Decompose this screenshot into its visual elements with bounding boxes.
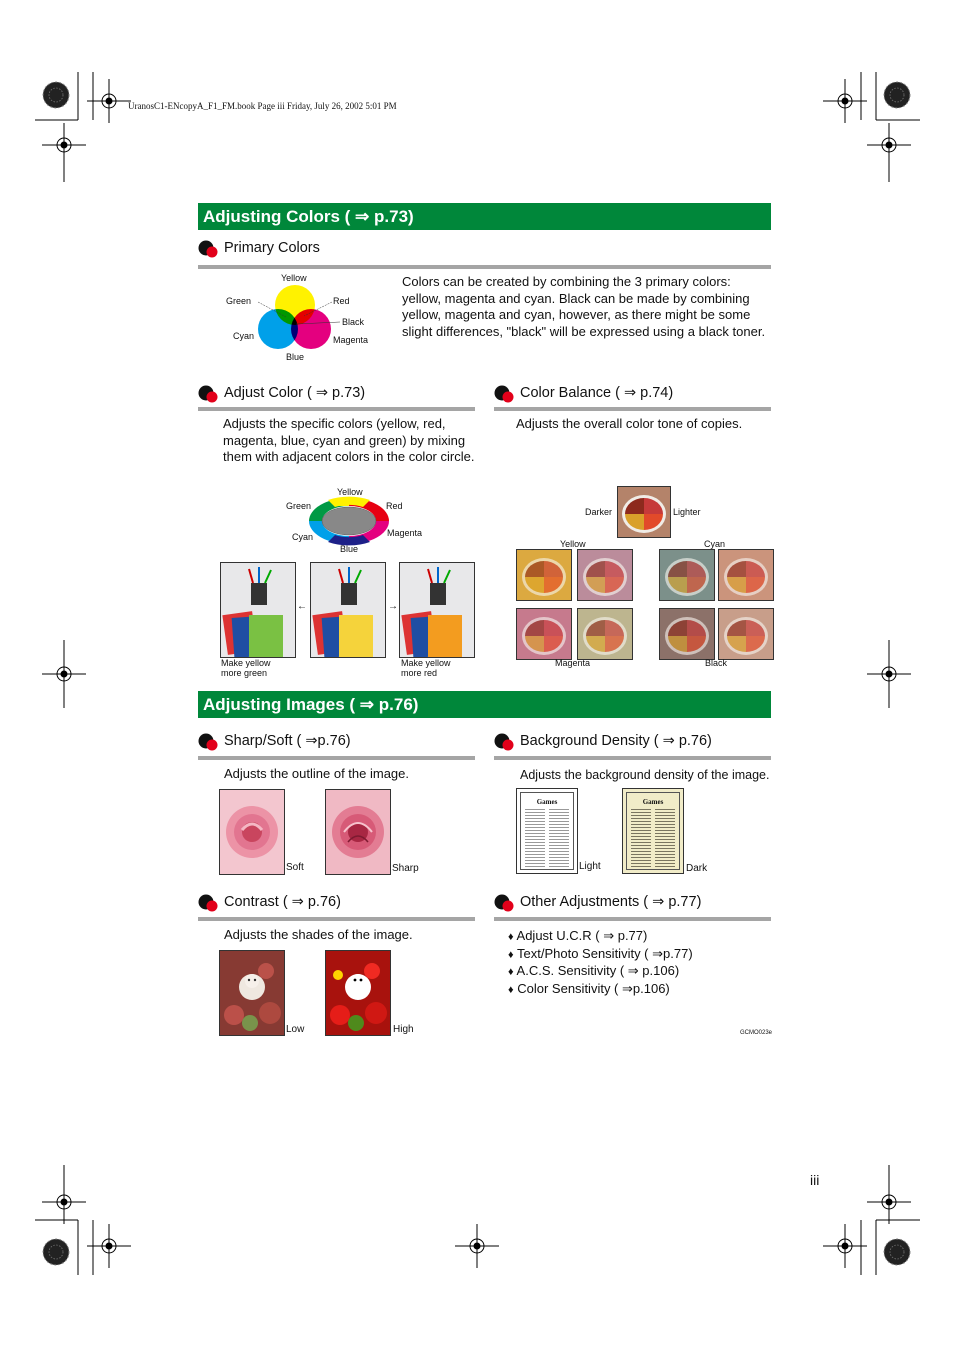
color-wheel-diagram (306, 496, 392, 546)
adjust-color-description: Adjusts the specific colors (yellow, red, magenta, blue, cyan and green) by mixing them with adjacent colors in the color circle. (223, 416, 475, 464)
rose-sharp-photo (325, 789, 391, 875)
page-number: iii (810, 1172, 820, 1188)
arrow-left: ← (297, 601, 307, 612)
adjusting-colors-banner: Adjusting Colors ( ⇒ p.73) (198, 203, 771, 230)
section-rule (198, 265, 771, 269)
balance-magenta-label: Magenta (555, 658, 591, 668)
dark-document-thumbnail: Games (622, 788, 684, 874)
low-label: Low (286, 1024, 305, 1035)
primary-green-label: Green (226, 296, 252, 306)
wheel-cyan-label: Cyan (292, 532, 314, 542)
wheel-red-label: Red (386, 501, 403, 511)
plate-magenta-1-photo (516, 608, 572, 660)
arrow-right: → (388, 601, 398, 612)
list-item: ♦ A.C.S. Sensitivity ( ⇒ p.106) (508, 963, 680, 978)
light-document-thumbnail: Games (516, 788, 578, 874)
section-bullet-icon (494, 385, 514, 403)
section-rule (198, 917, 475, 921)
plate-magenta-2-photo (577, 608, 633, 660)
book-header: UranosC1-ENcopyA_F1_FM.book Page iii Friday, July 26, 2002 5:01 PM (128, 101, 397, 111)
figure-code: GCMO023e (740, 1030, 773, 1036)
section-bullet-icon (494, 894, 514, 912)
contrast-high-photo (325, 950, 391, 1036)
wheel-blue-label: Blue (340, 544, 359, 554)
balance-cyan-label: Cyan (704, 539, 726, 549)
other-adjustments-list (508, 928, 693, 998)
dark-label: Dark (686, 863, 708, 874)
rose-soft-photo (219, 789, 285, 875)
sharp-label: Sharp (392, 863, 419, 874)
diamond-bullet-icon: ♦ (508, 931, 514, 943)
primary-red-label: Red (333, 296, 350, 306)
section-rule (494, 756, 771, 760)
plate-cyan-2-photo (718, 549, 774, 601)
adjusting-images-banner: Adjusting Images ( ⇒ p.76) (198, 691, 771, 718)
section-rule (198, 756, 475, 760)
plate-black-2-photo (718, 608, 774, 660)
section-rule (198, 407, 475, 411)
list-item: ♦ Color Sensitivity ( ⇒p.106) (508, 980, 670, 996)
photo-yellow-greener (220, 562, 296, 658)
balance-black-label: Black (705, 658, 728, 668)
diamond-bullet-icon: ♦ (508, 983, 514, 996)
plate-black-1-photo (659, 608, 715, 660)
section-bullet-icon (198, 894, 218, 912)
primary-yellow-label: Yellow (281, 273, 307, 283)
section-bullet-icon (198, 733, 218, 751)
contrast-low-photo (219, 950, 285, 1036)
section-rule (494, 407, 771, 411)
list-item: ♦ Text/Photo Sensitivity ( ⇒p.77) (508, 945, 693, 961)
primary-cyan-label: Cyan (233, 331, 255, 341)
caption-more-green: Make yellow more green (221, 658, 271, 678)
plate-yellow-1-photo (516, 549, 572, 601)
wheel-yellow-label: Yellow (337, 487, 363, 497)
photo-yellow-original (310, 562, 386, 658)
wheel-green-label: Green (286, 501, 312, 511)
photo-yellow-redder (399, 562, 475, 658)
plate-original-photo (617, 486, 671, 538)
primary-black-label: Black (342, 317, 365, 327)
soft-label: Soft (286, 862, 304, 873)
plate-yellow-2-photo (577, 549, 633, 601)
section-bullet-icon (494, 733, 514, 751)
primary-colors-description: Colors can be created by combining the 3 primary colors: yellow, magenta and cyan. Black can be made by combining yellow, magenta and cyan, however, as there might be some slight differences, "black" will be expressed using a black toner. (402, 274, 766, 339)
diamond-bullet-icon: ♦ (508, 966, 514, 978)
high-label: High (393, 1024, 414, 1035)
contrast-description: Adjusts the shades of the image. (224, 927, 413, 942)
balance-yellow-label: Yellow (560, 539, 586, 549)
light-label: Light (579, 861, 601, 872)
primary-colors-diagram (220, 272, 390, 364)
diamond-bullet-icon: ♦ (508, 948, 514, 961)
lighter-label: Lighter (673, 507, 701, 517)
plate-cyan-1-photo (659, 549, 715, 601)
section-bullet-icon (198, 240, 218, 258)
section-bullet-icon (198, 385, 218, 403)
primary-magenta-label: Magenta (333, 335, 369, 345)
caption-more-red: Make yellow more red (401, 658, 451, 678)
section-rule (494, 917, 771, 921)
primary-blue-label: Blue (286, 352, 305, 362)
wheel-magenta-label: Magenta (387, 528, 423, 538)
color-balance-description: Adjusts the overall color tone of copies. (516, 416, 743, 431)
list-item: ♦ Adjust U.C.R ( ⇒ p.77) (508, 928, 648, 943)
darker-label: Darker (585, 507, 613, 517)
sharp-soft-description: Adjusts the outline of the image. (224, 766, 410, 781)
background-density-description: Adjusts the background density of the image. (520, 768, 770, 782)
